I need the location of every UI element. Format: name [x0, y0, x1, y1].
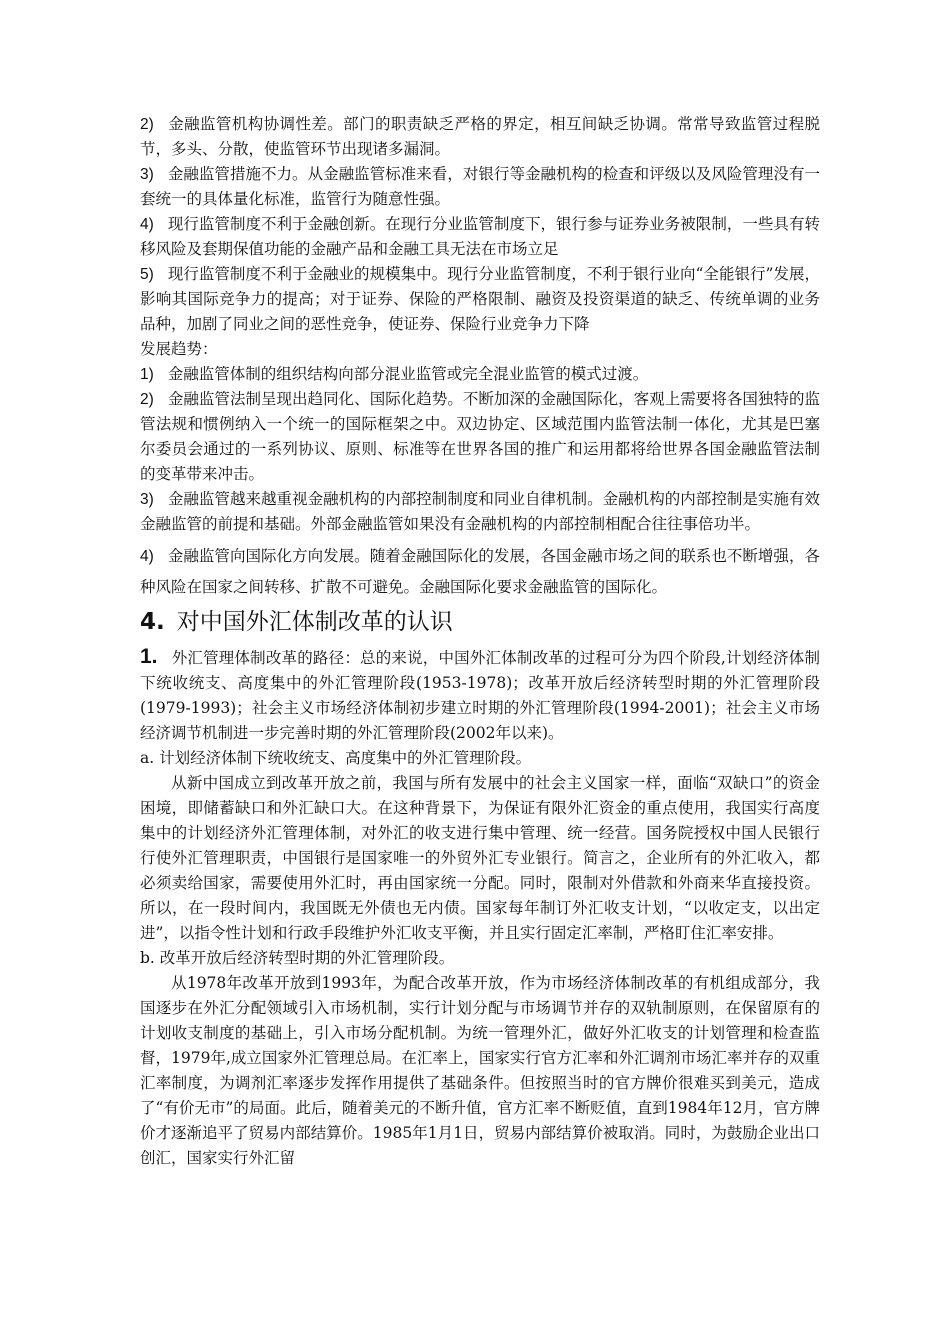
item-number: 4) [140, 216, 154, 233]
item-text: 金融监管越来越重视金融机构的内部控制制度和同业自律机制。金融机构的内部控制是实施有效金融监管的前提和基础。外部金融监管如果没有金融机构的内部控制相配合往往事倍功半。 [140, 490, 820, 533]
section-heading [140, 604, 820, 640]
trend-item-2 [140, 387, 820, 487]
item-number: 5) [140, 266, 154, 283]
item-number: 3) [140, 491, 154, 508]
trend-item-3 [140, 487, 820, 537]
section-title: 对中国外汇体制改革的认识 [176, 609, 453, 635]
item-number: 2) [140, 116, 154, 133]
item-text: 外汇管理体制改革的路径：总的来说，中国外汇体制改革的过程可分为四个阶段,计划经济体制下统收统支、高度集中的外汇管理阶段(1953-1978)；改革开放后经济转型时期的外汇管理阶段(1979-1993)；社会主义市场经济体制初步建立时期的外汇管理阶段(1994-2001)；社会主义市场经济调节机制进一步完善时期的外汇管理阶段(2002年以来)。 [140, 649, 820, 742]
stage-b-body: 从1978年改革开放到1993年，为配合改革开放，作为市场经济体制改革的有机组成部分，我国逐步在外汇分配领域引入市场机制，实行计划分配与市场调节并存的双轨制原则，在保留原有的计划收支制度的基础上，引入市场分配机制。为统一管理外汇，做好外汇收支的计划管理和检查监督，1979年,成立国家外汇管理总局。在汇率上，国家实行官方汇率和外汇调剂市场汇率并存的双重汇率制度，为调剂汇率逐步发挥作用提供了基础条件。但按照当时的官方牌价很难买到美元，造成了“有价无市”的局面。此后，随着美元的不断升值，官方汇率不断贬值，直到1984年12月，官方牌价才逐渐追平了贸易内部结算价。1985年1月1日，贸易内部结算价被取消。同时，为鼓励企业出口创汇，国家实行外汇留 [140, 974, 820, 1167]
item-number: 1) [140, 366, 154, 383]
reform-path-paragraph [140, 644, 820, 746]
stage-a-heading: a. 计划经济体制下统收统支、高度集中的外汇管理阶段。 [140, 749, 532, 767]
trend-item-4 [140, 541, 820, 602]
item-number: 2) [140, 391, 154, 408]
item-text: 金融监管机构协调性差。部门的职责缺乏严格的界定，相互间缺乏协调。常常导致监管过程脱节，多头、分散，使监管环节出现诸多漏洞。 [140, 115, 820, 158]
item-text: 现行监管制度不利于金融业的规模集中。现行分业监管制度，不利于银行业向“全能银行”发展，影响其国际竞争力的提高；对于证券、保险的严格限制、融资及投资渠道的缺乏、传统单调的业务品种，加剧了同业之间的恶性竞争，使证券、保险行业竞争力下降 [140, 265, 820, 333]
item-text: 金融监管法制呈现出趋同化、国际化趋势。不断加深的金融国际化，客观上需要将各国独特的监管法规和惯例纳入一个统一的国际框架之中。双边协定、区域范围内监管法制一体化，尤其是巴塞尔委员会通过的一系列协议、原则、标准等在世界各国的推广和运用都将给世界各国金融监管法制的变革带来冲击。 [140, 390, 820, 483]
problem-item-3 [140, 162, 820, 212]
item-text: 金融监管向国际化方向发展。随着金融国际化的发展，各国金融市场之间的联系也不断增强，各种风险在国家之间转移、扩散不可避免。金融国际化要求金融监管的国际化。 [140, 547, 820, 596]
item-text: 金融监管体制的组织结构向部分混业监管或完全混业监管的模式过渡。 [167, 365, 649, 383]
item-text: 现行监管制度不利于金融创新。在现行分业监管制度下，银行参与证券业务被限制，一些具有转移风险及套期保值功能的金融产品和金融工具无法在市场立足 [140, 215, 820, 258]
section-number: 4. [140, 609, 165, 635]
problem-item-4 [140, 212, 820, 262]
stage-b-heading: b. 改革开放后经济转型时期的外汇管理阶段。 [140, 949, 455, 967]
stage-a-body: 从新中国成立到改革开放之前，我国与所有发展中的社会主义国家一样，面临“双缺口”的资金困境，即储蓄缺口和外汇缺口大。在这种背景下，为保证有限外汇资金的重点使用，我国实行高度集中的计划经济外汇管理体制，对外汇的收支进行集中管理、统一经营。国务院授权中国人民银行行使外汇管理职责，中国银行是国家唯一的外贸外汇专业银行。简言之，企业所有的外汇收入，都必须卖给国家，需要使用外汇时，再由国家统一分配。同时，限制对外借款和外商来华直接投资。所以，在一段时间内，我国既无外债也无内债。国家每年制订外汇收支计划，“以收定支，以出定进”，以指令性计划和行政手段维护外汇收支平衡，并且实行固定汇率制，严格盯住汇率安排。 [140, 774, 820, 942]
problem-item-2 [140, 112, 820, 162]
document-page [140, 112, 820, 1171]
problem-item-5 [140, 262, 820, 337]
trend-item-1 [140, 362, 820, 387]
item-number: 4) [140, 548, 154, 565]
item-text: 金融监管措施不力。从金融监管标准来看，对银行等金融机构的检查和评级以及风险管理没有一套统一的具体量化标准，监管行为随意性强。 [140, 165, 820, 208]
trends-heading: 发展趋势： [140, 340, 218, 358]
item-number: 3) [140, 166, 154, 183]
item-number: 1. [140, 645, 158, 668]
